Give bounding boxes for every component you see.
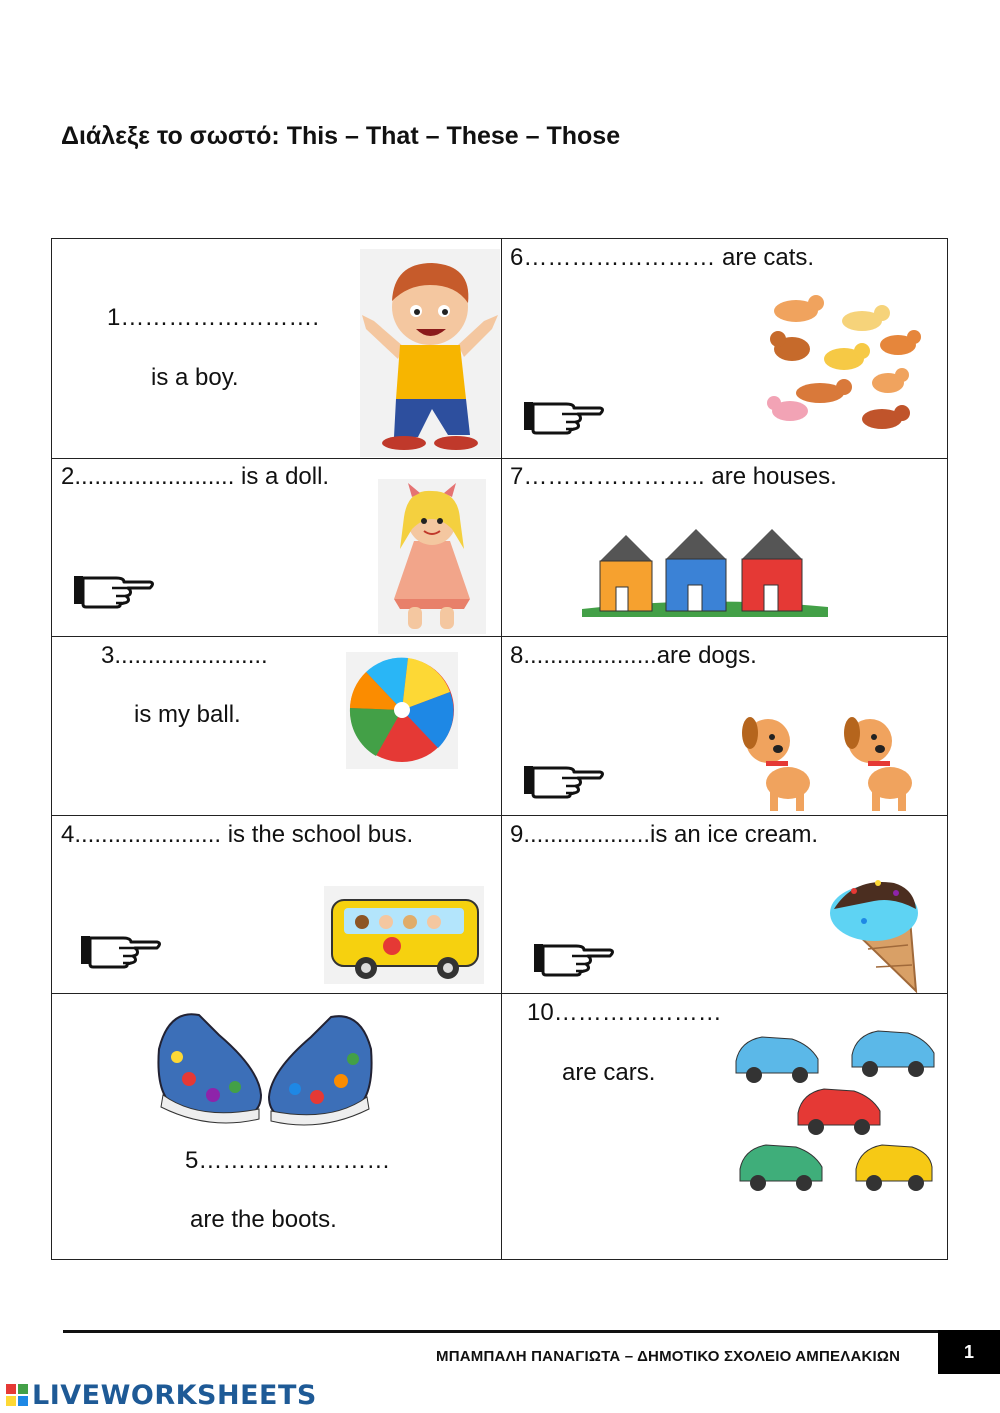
sentence-6[interactable]: 6…………………… are cats. [510,244,815,271]
pointing-hand-icon [532,937,616,977]
row-divider [52,993,947,994]
sentence-3-rest: is my ball. [134,701,241,728]
brand-name: LIVEWORKSHEETS [32,1379,317,1411]
ice-cream-picture [824,869,920,993]
sentence-4[interactable]: 4...................... is the school bus. [61,821,414,848]
sentence-10-blank[interactable]: 10………………… [527,999,722,1026]
sentence-8[interactable]: 8....................are dogs. [510,642,757,669]
sentence-1-rest: is a boy. [151,364,239,391]
page-number: 1 [938,1330,1000,1374]
beach-ball-picture [346,652,458,769]
sentence-5-rest: are the boots. [190,1206,337,1233]
sneakers-picture [149,999,381,1131]
brand-logo[interactable] [6,1380,317,1410]
row-divider [52,815,947,816]
column-divider [501,239,502,1259]
sentence-9[interactable]: 9...................is an ice cream. [510,821,819,848]
footer-author: ΜΠΑΜΠΑΛΗ ΠΑΝΑΓΙΩΤΑ – ΔΗΜΟΤΙΚΟ ΣΧΟΛΕΙΟ ΑΜΠΕΛΑΚΙΩΝ [436,1348,901,1365]
school-bus-picture [324,886,484,984]
sentence-5-blank[interactable]: 5…………………… [185,1147,391,1174]
sentence-10-rest: are cars. [562,1059,656,1086]
liveworksheets-logo-icon [6,1384,28,1406]
exercise-grid [51,238,948,1260]
pointing-hand-icon [72,569,156,609]
pointing-hand-icon [522,759,606,799]
page-title: Διάλεξε το σωστό: This – That – These – Those [61,122,621,150]
row-divider [52,458,947,459]
sentence-3-blank[interactable]: 3....................... [101,642,268,669]
sentence-2[interactable]: 2........................ is a doll. [61,463,330,490]
pointing-hand-icon [522,395,606,435]
pointing-hand-icon [79,929,163,969]
cats-picture [762,287,924,437]
boy-picture [360,249,500,457]
houses-picture [582,517,828,617]
doll-picture [378,479,486,634]
sentence-7[interactable]: 7………………….. are houses. [510,463,837,490]
dogs-picture [738,701,924,813]
footer-rule [63,1330,939,1333]
row-divider [52,636,947,637]
sentence-1-blank[interactable]: 1……………………. [107,304,320,331]
cars-picture [732,1021,936,1201]
